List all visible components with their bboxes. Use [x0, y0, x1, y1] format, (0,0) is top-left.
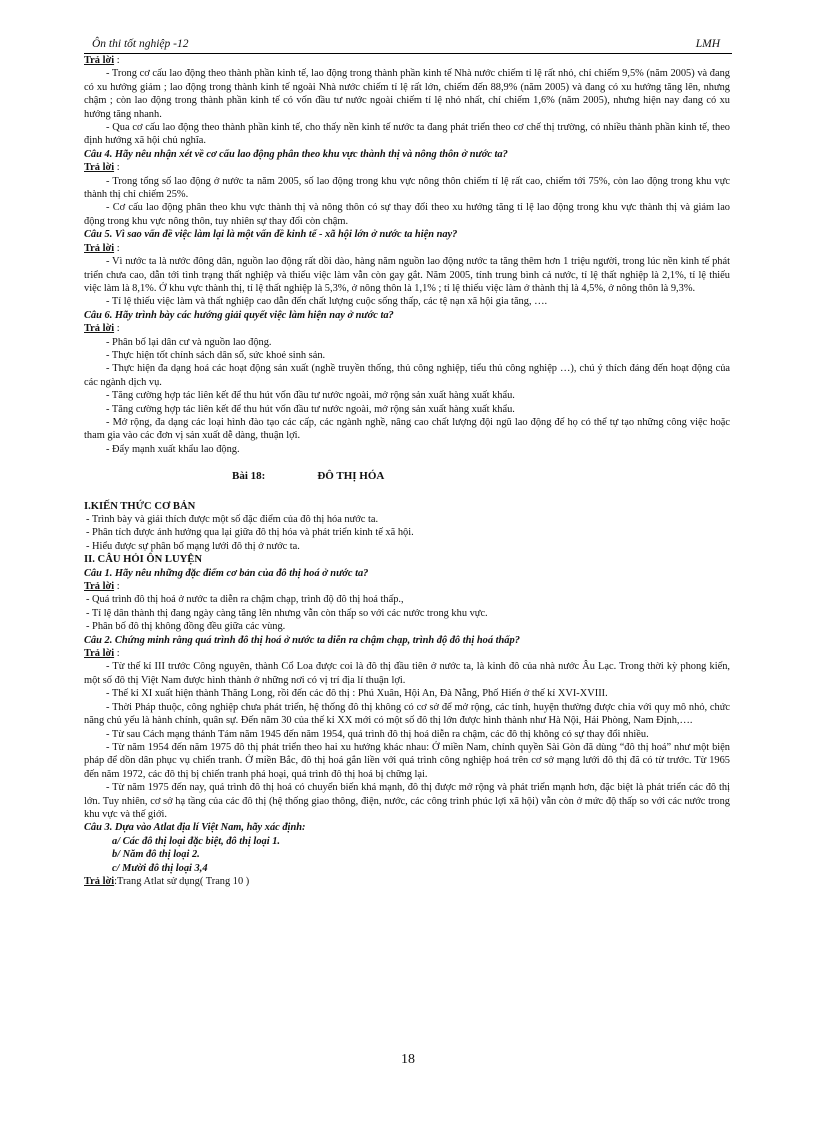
document-body: [84, 54, 730, 888]
answer-paragraph: - Mở rộng, đa dạng các loại hình đào tạo các cấp, các ngành nghề, nâng cao chất lượng đội ngũ lao động để họ có thể tự tạo những công việc hoặc tham gia vào các đơn vị sản xuất dễ dàng, thuận lợi.: [84, 416, 730, 442]
question-heading: Câu 3. Dựa vào Atlat địa lí Việt Nam, hãy xác định:: [84, 822, 306, 834]
answer-paragraph: - Trong cơ cấu lao động theo thành phần kinh tế, lao động trong thành phần kinh tế Nhà nước chiếm tỉ lệ rất nhỏ, chỉ chiếm 9,5% (năm 2005) và đang có xu hướng giảm ; lao động trong thành kinh tế ngoài Nhà nước chiếm tỉ lệ rất lớn, chiếm đến 88,9% (năm 2005) và đang có xu hướng tăng lên, nhưng chậm ; còn lao động trong thành phần kinh tế có vốn đầu tư nước ngoài chiếm tỉ lệ nhỏ nhất, chỉ chiếm 1,6% (năm 2005), nhưng hiện nay đang có xu hướng tăng nhanh.: [84, 68, 730, 120]
answer-text: :Trang Atlat sử dụng( Trang 10 ): [114, 875, 250, 887]
header-right: LMH: [695, 38, 720, 50]
answer-paragraph: - Trong tổng số lao động ở nước ta năm 2005, số lao động trong khu vực nông thôn chiếm tỉ lệ rất cao, chiếm tới 75%, còn lao động trong khu vực thành thị chỉ chiếm 25%.: [84, 175, 730, 201]
bullet-item: - Quá trình đô thị hoá ở nước ta diễn ra chậm chạp, trình độ đô thị hoá thấp.,: [86, 594, 404, 606]
answer-label: Trả lời: [84, 648, 115, 660]
answer-label: Trả lời: [84, 242, 115, 254]
question-heading: Câu 4. Hãy nêu nhận xét về cơ cấu lao động phân theo khu vực thành thị và nông thôn ở nước ta?: [84, 148, 508, 160]
answer-label: Trả lời: [84, 581, 115, 593]
answer-paragraph: - Đẩy mạnh xuất khẩu lao động.: [106, 443, 240, 455]
answer-paragraph: - Vì nước ta là nước đông dân, nguồn lao động rất dồi dào, hàng năm nguồn lao động nước ta tăng thêm hơn 1 triệu người, trong lúc nền kinh tế phát triển chưa cao, dẫn tới tình trạng thất nghiệp và thiếu việc làm vẫn còn gay gắt. Năm 2005, tính trung bình cả nước, tỉ lệ thất nghiệp là 2,1%, tỉ lệ thiếu việc làm là 8,1%. Ở khu vực thành thị, tỉ lệ thất nghiệp là 5,3%, ở nông thôn là 1,1% ; tỉ lệ thiếu việc làm ở thành thị là 4,5%, ở nông thôn là 9,3%.: [84, 256, 730, 294]
question-heading: Câu 2. Chứng minh rằng quá trình đô thị hoá ở nước ta diễn ra chậm chạp, trình độ đô thị hoá thấp?: [84, 634, 520, 646]
answer-heading: Trả lời :: [84, 55, 120, 66]
answer-paragraph: - Qua cơ cấu lao động theo thành phần kinh tế, cho thấy nền kinh tế nước ta đang phát triển theo cơ chế thị trường, có nhiều thành phần kinh tế, theo định hướng xã hội chủ nghĩa.: [84, 122, 730, 147]
question-heading: Câu 5. Vì sao vấn đề việc làm lại là một vấn đề kinh tế - xã hội lớn ở nước ta hiện nay?: [84, 229, 458, 241]
answer-paragraph: - Tăng cường hợp tác liên kết để thu hút vốn đầu tư nước ngoài, mở rộng sản xuất hàng xuất khẩu.: [106, 390, 515, 402]
answer-label: Trả lời: [84, 875, 115, 887]
sub-question: b/ Năm đô thị loại 2.: [112, 849, 200, 861]
answer-paragraph: - Thế kỉ XI xuất hiện thành Thăng Long, rồi đến các đô thị : Phú Xuân, Hội An, Đà Nẵng, Phố Hiến ở thế kỉ XVI-XVIII.: [106, 688, 608, 700]
answer-paragraph: - Từ thế kỉ III trước Công nguyên, thành Cổ Loa được coi là đô thị đầu tiên ở nước ta, là kinh đô của nhà nước Âu Lạc. Trong thời kỳ phong kiến, một số đô thị Việt Nam được hình thành ở những nơi có vị trí địa lí thuận lợi.: [84, 661, 730, 686]
answer-paragraph: - Thực hiện đa dạng hoá các hoạt động sản xuất (nghề truyền thống, thủ công nghiệp, tiểu thủ công nghiệp …), chú ý thích đáng đến hoạt động của các ngành dịch vụ.: [84, 363, 730, 388]
header-left: Ôn thi tốt nghiệp -12: [92, 38, 189, 50]
answer-paragraph: - Tỉ lệ thiếu việc làm và thất nghiệp cao dẫn đến chất lượng cuộc sống thấp, các tệ nạn xã hội gia tăng, ….: [106, 296, 548, 308]
section-heading: I.KIẾN THỨC CƠ BẢN: [84, 500, 196, 512]
lesson-name: ĐÔ THỊ HÓA: [317, 470, 385, 483]
sub-question: a/ Các đô thị loại đặc biệt, đô thị loại 1.: [112, 835, 280, 847]
answer-paragraph: - Cơ cấu lao động phân theo khu vực thành thị và nông thôn có sự thay đổi theo xu hướng tăng tỉ lệ lao động trong khu vực thành thị và giảm lao động trong khu vực nông thôn, tuy nhiên sự thay đổi còn chậm.: [84, 202, 730, 227]
answer-paragraph: - Thời Pháp thuộc, công nghiệp chưa phát triển, hệ thống đô thị không có cơ sở để mở rộng, các tỉnh, huyện thường được chia với quy mô nhỏ, chức năng chủ yếu là hành chính, quân sự. Đến năm 30 của thế kỉ XX mới có một số đô thị lớn được hình thành như Hà Nội, Hải Phòng, Nam Định,….: [84, 701, 730, 727]
answer-paragraph: - Từ năm 1975 đến nay, quá trình đô thị hoá có chuyển biến khá mạnh, đô thị được mở rộng và phát triển mạnh hơn, đặc biệt là phát triển các đô thị lớn. Tuy nhiên, cơ sở hạ tầng của các đô thị (hệ thống giao thông, điện, nước, các công trình phúc lợi xã hội) vẫn còn ở mức độ thấp so với các nước trong khu vực và thế giới.: [84, 782, 730, 820]
bullet-item: - Hiểu được sự phân bố mạng lưới đô thị ở nước ta.: [86, 540, 300, 552]
answer-heading: Trả lời :: [84, 242, 120, 254]
bullet-item: - Phân tích được ảnh hưởng qua lại giữa đô thị hóa và phát triển kinh tế xã hội.: [86, 527, 414, 539]
lesson-title: [84, 470, 730, 483]
answer-paragraph: - Từ năm 1954 đến năm 1975 đô thị phát triển theo hai xu hướng khác nhau: Ở miền Nam, chính quyền Sài Gòn đã dùng “đô thị hoá” như một biện pháp để dồn dân phục vụ chiến tranh. Ở miền Bắc, đô thị hoá gắn liền với quá trình công nghiệp hoá trên cơ sở mạng lưới đô thị đã có từ trước. Từ 1965 đến năm 1972, các đô thị bị chiến tranh phá hoại, quá trình đô thị hoá bị chững lại.: [84, 741, 730, 780]
answer-label: Trả lời: [84, 55, 115, 66]
answer-heading: Trả lời :: [84, 323, 120, 335]
answer-label: Trả lời: [84, 162, 115, 174]
question-heading: Câu 6. Hãy trình bày các hướng giải quyết việc làm hiện nay ở nước ta?: [84, 309, 394, 321]
page-header: [84, 38, 732, 54]
section-heading: II. CÂU HỎI ÔN LUYỆN: [84, 554, 203, 566]
lesson-number: Bài 18:: [232, 470, 266, 483]
answer-heading: Trả lời :: [84, 162, 120, 174]
answer-paragraph: - Thực hiện tốt chính sách dân số, sức khoẻ sinh sản.: [106, 349, 326, 361]
answer-label: Trả lời: [84, 323, 115, 335]
page-number: 18: [401, 1052, 415, 1067]
bullet-item: - Trình bày và giải thích được một số đặc điểm của đô thị hóa nước ta.: [86, 514, 379, 525]
bullet-item: - Phân bố đô thị không đồng đều giữa các vùng.: [86, 621, 286, 633]
answer-line: [84, 875, 730, 888]
bullet-item: - Tỉ lệ dân thành thị đang ngày càng tăng lên nhưng vẫn còn thấp so với các nước trong khu vực.: [86, 607, 488, 619]
answer-heading: Trả lời :: [84, 581, 120, 593]
question-heading: Câu 1. Hãy nêu những đặc điểm cơ bản của đô thị hoá ở nước ta?: [84, 567, 369, 579]
answer-paragraph: - Phân bố lại dân cư và nguồn lao động.: [106, 336, 272, 348]
answer-heading: Trả lời :: [84, 648, 120, 660]
answer-paragraph: - Từ sau Cách mạng thánh Tám năm 1945 đến năm 1954, quá trình đô thị hoá diễn ra chậm, các đô thị không có sự thay đổi nhiều.: [106, 728, 649, 740]
answer-paragraph: - Tăng cường hợp tác liên kết để thu hút vốn đầu tư nước ngoài, mở rộng sản xuất hàng xuất khẩu.: [106, 403, 515, 415]
sub-question: c/ Mười đô thị loại 3,4: [112, 862, 208, 874]
